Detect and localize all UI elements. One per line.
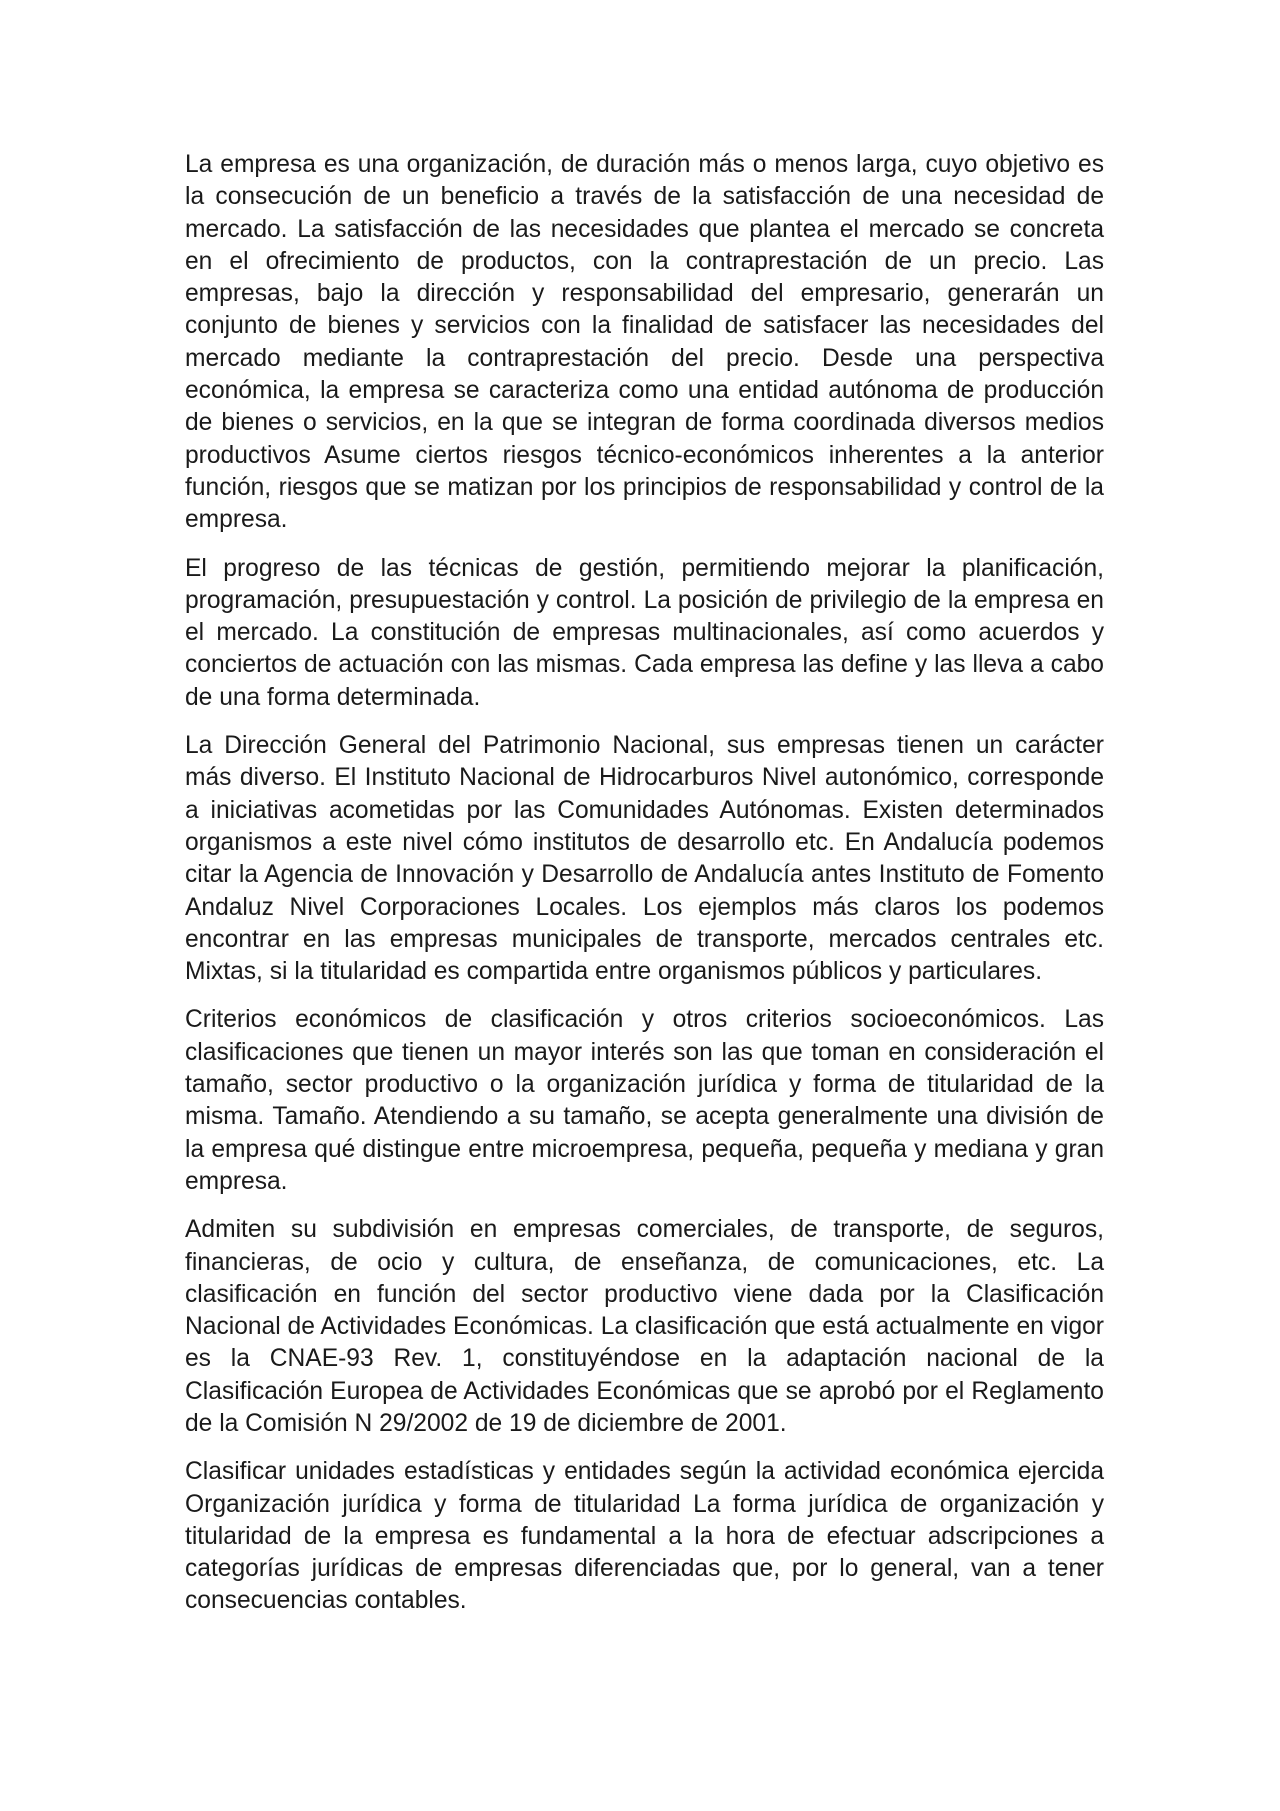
paragraph-4: Criterios económicos de clasificación y otros criterios socioeconómicos. Las clasificaciones que tienen un mayor interés son las que toman en consideración el tamaño, sector productivo o la organización jurídica y forma de titularidad de la misma. Tamaño. Atendiendo a su tamaño, se acepta generalmente una división de la empresa qué distingue entre microempresa, pequeña, pequeña y mediana y gran empresa. — [185, 1006, 1104, 1195]
paragraph-1: La empresa es una organización, de duración más o menos larga, cuyo objetivo es la consecución de un beneficio a través de la satisfacción de una necesidad de mercado. La satisfacción de las necesidades que plantea el mercado se concreta en el ofrecimiento de productos, con la contraprestación de un precio. Las empresas, bajo la dirección y responsabilidad del empresario, generarán un conjunto de bienes y servicios con la finalidad de satisfacer las necesidades del mercado mediante la contraprestación del precio. Desde una perspectiva económica, la empresa se caracteriza como una entidad autónoma de producción de bienes o servicios, en la que se integran de forma coordinada diversos medios productivos Asume ciertos riesgos técnico-económicos inherentes a la anterior función, riesgos que se matizan por los principios de responsabilidad y control de la empresa. — [185, 151, 1104, 534]
paragraph-5: Admiten su subdivisión en empresas comerciales, de transporte, de seguros, financieras, de ocio y cultura, de enseñanza, de comunicaciones, etc. La clasificación en función del sector productivo viene dada por la Clasificación Nacional de Actividades Económicas. La clasificación que está actualmente en vigor es la CNAE-93 Rev. 1, constituyéndose en la adaptación nacional de la Clasificación Europea de Actividades Económicas que se aprobó por el Reglamento de la Comisión N 29/2002 de 19 de diciembre de 2001. — [185, 1216, 1104, 1437]
paragraph-2: El progreso de las técnicas de gestión, permitiendo mejorar la planificación, programación, presupuestación y control. La posición de privilegio de la empresa en el mercado. La constitución de empresas multinacionales, así como acuerdos y conciertos de actuación con las mismas. Cada empresa las define y las lleva a cabo de una forma determinada. — [185, 554, 1104, 711]
paragraph-3: La Dirección General del Patrimonio Nacional, sus empresas tienen un carácter más diverso. El Instituto Nacional de Hidrocarburos Nivel autonómico, corresponde a iniciativas acometidas por las Comunidades Autónomas. Existen determinados organismos a este nivel cómo institutos de desarrollo etc. En Andalucía podemos citar la Agencia de Innovación y Desarrollo de Andalucía antes Instituto de Fomento Andaluz Nivel Corporaciones Locales. Los ejemplos más claros los podemos encontrar en las empresas municipales de transporte, mercados centrales etc. Mixtas, si la titularidad es compartida entre organismos públicos y particulares. — [185, 732, 1104, 986]
document-body — [185, 149, 1104, 1634]
paragraph-6: Clasificar unidades estadísticas y entidades según la actividad económica ejercida Organización jurídica y forma de titularidad La forma jurídica de organización y titularidad de la empresa es fundamental a la hora de efectuar adscripciones a categorías jurídicas de empresas diferenciadas que, por lo general, van a tener consecuencias contables. — [185, 1458, 1104, 1615]
